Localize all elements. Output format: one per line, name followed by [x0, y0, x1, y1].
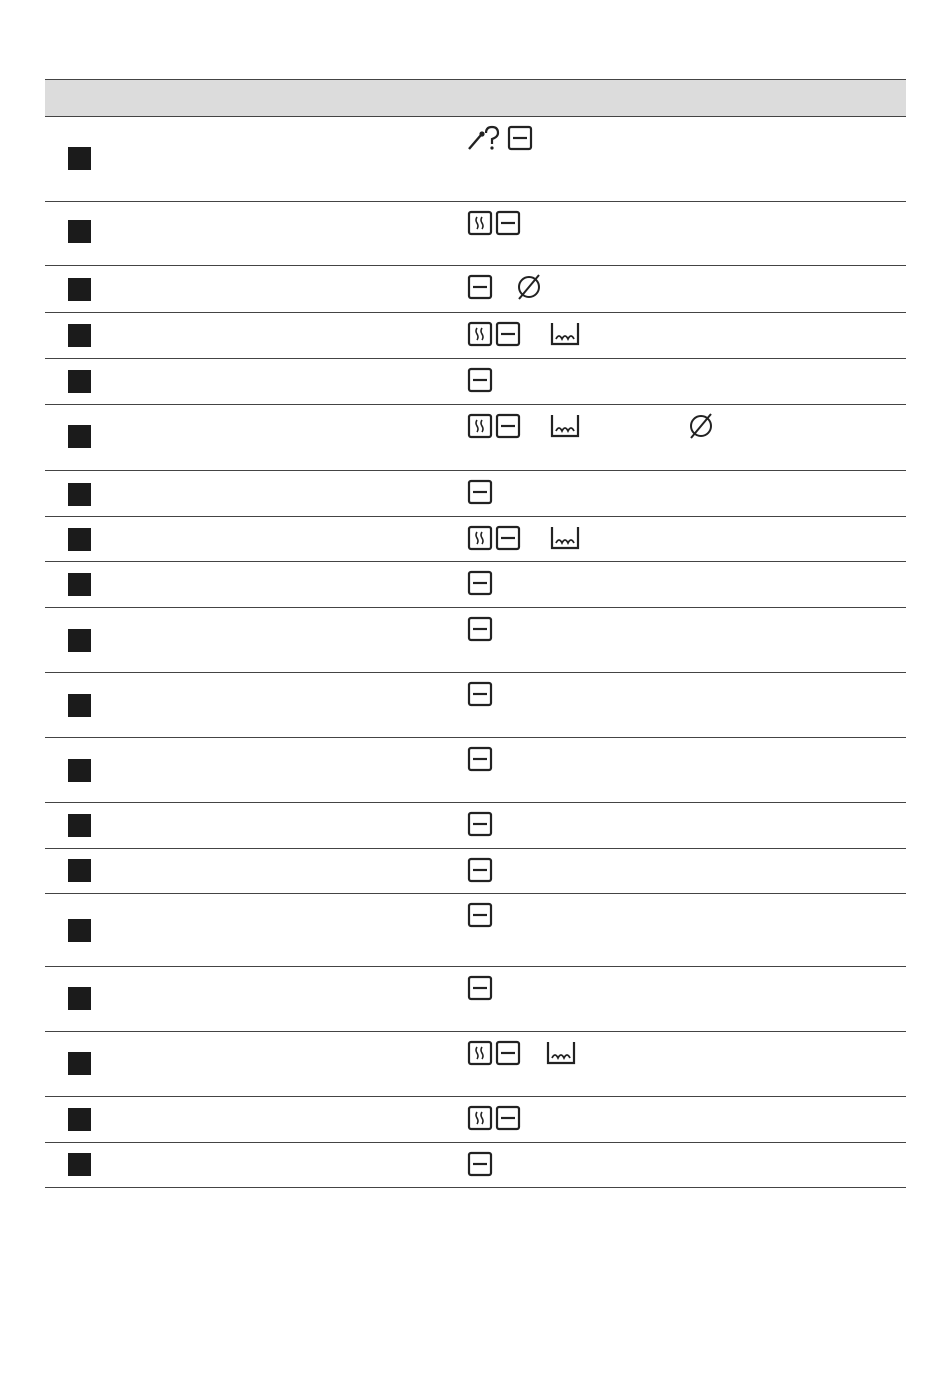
- step-marker-square: [68, 278, 91, 301]
- step-marker-square: [68, 1052, 91, 1075]
- step-marker-square: [68, 147, 91, 170]
- table-row: [45, 1032, 906, 1097]
- table-row: [45, 1143, 906, 1188]
- step-marker-square: [68, 483, 91, 506]
- table-row: [45, 803, 906, 849]
- table-row: [45, 894, 906, 967]
- step-marker-square: [68, 370, 91, 393]
- program-table: [45, 79, 906, 1188]
- table-row: [45, 608, 906, 673]
- table-row: [45, 313, 906, 359]
- table-row: [45, 117, 906, 202]
- step-marker-square: [68, 324, 91, 347]
- step-marker-square: [68, 1108, 91, 1131]
- step-marker-square: [68, 528, 91, 551]
- table-header: [45, 80, 906, 117]
- table-row: [45, 471, 906, 517]
- table-row: [45, 202, 906, 266]
- step-marker-square: [68, 573, 91, 596]
- table-row: [45, 266, 906, 313]
- table-row: [45, 738, 906, 803]
- table-row: [45, 359, 906, 405]
- table-row: [45, 849, 906, 894]
- step-marker-square: [68, 1153, 91, 1176]
- step-marker-square: [68, 919, 91, 942]
- step-marker-square: [68, 759, 91, 782]
- step-marker-square: [68, 987, 91, 1010]
- step-marker-square: [68, 220, 91, 243]
- step-marker-square: [68, 814, 91, 837]
- step-marker-square: [68, 629, 91, 652]
- table-row: [45, 517, 906, 562]
- table-row: [45, 405, 906, 471]
- table-row: [45, 673, 906, 738]
- table-row: [45, 562, 906, 608]
- step-marker-square: [68, 425, 91, 448]
- step-marker-square: [68, 694, 91, 717]
- table-row: [45, 967, 906, 1032]
- step-marker-square: [68, 859, 91, 882]
- table-row: [45, 1097, 906, 1143]
- table-body: [45, 117, 906, 1188]
